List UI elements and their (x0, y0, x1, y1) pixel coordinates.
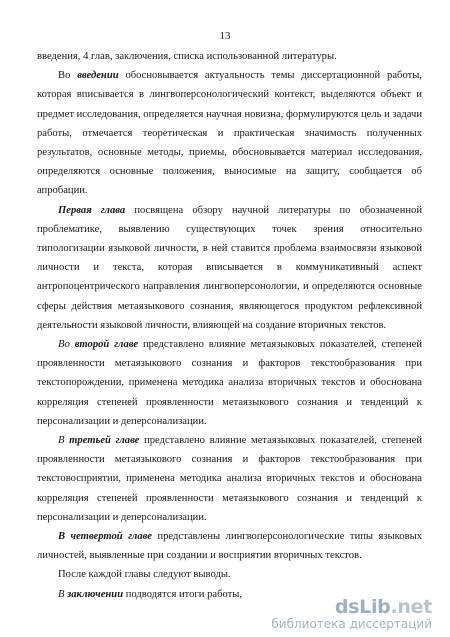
watermark-logo[interactable] (271, 597, 432, 631)
paragraph-continuation (37, 47, 422, 66)
text-run: подводятся итоги работы, (123, 588, 243, 600)
emphasis-term: заключении (67, 588, 124, 600)
text-run: представлены лингвоперсонологические типы языковых личностей, выявленные при создании и восприятии вторичных текстов. (37, 531, 423, 562)
text-run: введения, 4 глав, заключения, списка использованной литературы. (37, 51, 337, 62)
text-run-italic: Во (58, 339, 75, 351)
paragraph-chapter-2 (37, 335, 422, 431)
brand-lib: Lib (359, 596, 391, 618)
text-run: посвящена обзору научной литературы по обозначенной проблематике, выявлению существующих точек зрения относительно типологизации языковой личности, в ней ставится проблема взаимосвязи языковой личности и текста, которая вписывается в коммуникативный аспект антропоцентрического направления лингвоперсонологии, и определяются основные сферы действия метаязыкового сознания, являющегося продуктом рефлексивной деятельности языковой личности, влияющей на создание вторичных текстов. (37, 204, 422, 331)
paragraph-introduction (37, 66, 422, 200)
watermark-brand (271, 597, 432, 617)
emphasis-term: третьей главе (69, 435, 140, 447)
paragraph-chapter-1 (37, 201, 422, 335)
brand-net: .net (390, 596, 432, 618)
text-run-italic: В (58, 588, 68, 600)
paragraph-conclusions-note (37, 565, 422, 584)
text-run: Во (58, 70, 78, 82)
text-run: После каждой главы следуют выводы. (58, 569, 231, 581)
paragraph-chapter-4 (37, 527, 422, 565)
watermark-subtitle: библиотека диссертаций (271, 617, 432, 631)
emphasis-term: введении (77, 70, 119, 82)
paragraph-chapter-3 (37, 431, 422, 527)
emphasis-term: В четвертой главе (58, 531, 152, 543)
text-run: представлено влияние метаязыковых показателей, степеней проявленности метаязыкового сознания и факторов текстообразования при текстовосприятии, применена методика анализа вторичных текстов и обоснована корреляция степеней проявленности метаязыкового сознания и тенденций к персонализации и деперсонализации. (37, 435, 423, 523)
text-run: представлено влияние метаязыковых показателей, степеней проявленности метаязыкового сознания и факторов текстообразования при текстопорождении, применена методика анализа вторичных текстов и обоснована корреляция степеней проявленности метаязыкового сознания и тенденций к персонализации и деперсонализации. (37, 339, 423, 427)
emphasis-term: второй главе (74, 339, 139, 351)
emphasis-term: Первая глава (58, 204, 126, 216)
document-body (37, 47, 422, 604)
brand-ds: ds (334, 596, 360, 618)
text-run: обосновывается актуальность темы диссертационной работы, которая вписывается в лингвоперсонологический контекст, выделяются объект и предмет исследования, определяется научная новизна, формулируются цель и задачи работы, отмечается теоретическая и практическая значимость полученных результатов, основные методы, приемы, обосновывается материал исследования, определяются основные положения, выносимые на защиту, сообщается об апробации. (37, 70, 422, 197)
text-run-italic: В (58, 435, 70, 447)
page-number: 13 (219, 30, 231, 42)
